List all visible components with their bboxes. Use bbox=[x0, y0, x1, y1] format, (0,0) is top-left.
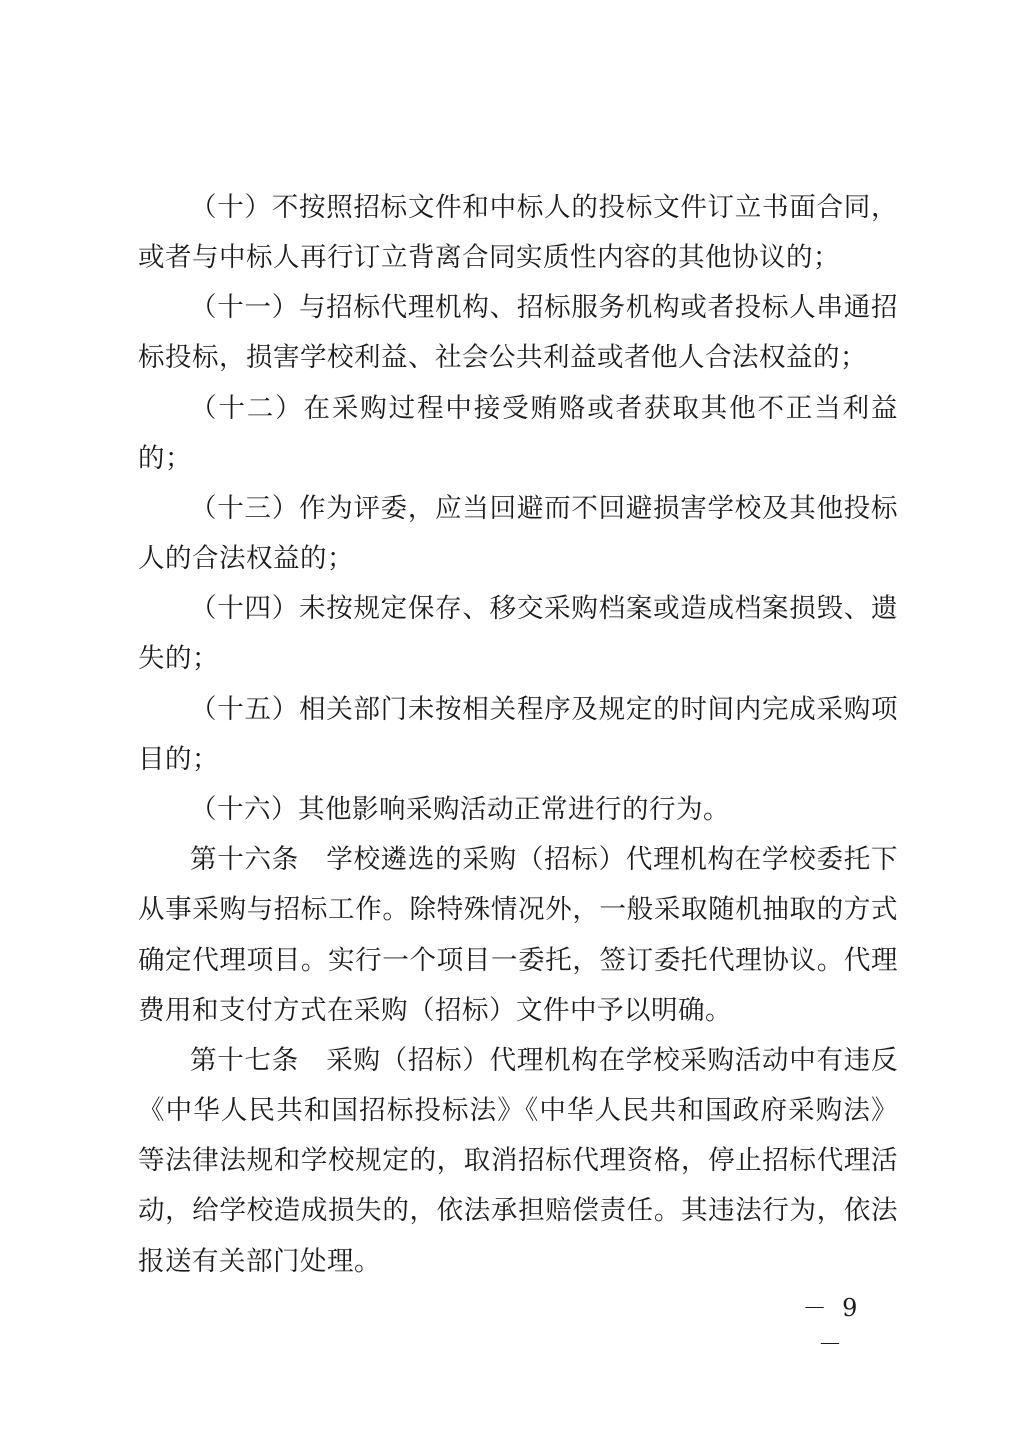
text-line: （十二）在采购过程中接受贿赂或者获取其他不正当利益 bbox=[190, 393, 898, 424]
text-line: 目的； bbox=[138, 744, 219, 775]
text-line: 第十六条 学校遴选的采购（招标）代理机构在学校委托下 bbox=[190, 844, 898, 875]
text-line: 第十七条 采购（招标）代理机构在学校采购活动中有违反 bbox=[190, 1045, 898, 1076]
text-line: （十）不按照招标文件和中标人的投标文件订立书面合同， bbox=[190, 192, 898, 223]
text-line: 从事采购与招标工作。除特殊情况外，一般采取随机抽取的方式 bbox=[138, 894, 898, 925]
text-line: （十三）作为评委，应当回避而不回避损害学校及其他投标 bbox=[190, 493, 898, 524]
text-line: （十四）未按规定保存、移交采购档案或造成档案损毁、遗 bbox=[190, 593, 898, 624]
text-line: 等法律法规和学校规定的，取消招标代理资格，停止招标代理活 bbox=[138, 1145, 898, 1176]
text-line: 动，给学校造成损失的，依法承担赔偿责任。其违法行为，依法 bbox=[138, 1195, 898, 1226]
text-line: 费用和支付方式在采购（招标）文件中予以明确。 bbox=[138, 995, 732, 1026]
text-line: 标投标，损害学校利益、社会公共利益或者他人合法权益的； bbox=[138, 342, 867, 373]
text-line: （十五）相关部门未按相关程序及规定的时间内完成采购项 bbox=[190, 694, 898, 725]
text-line: 确定代理项目。实行一个项目一委托，签订委托代理协议。代理 bbox=[138, 945, 898, 976]
text-line: 《中华人民共和国招标投标法》《中华人民共和国政府采购法》 bbox=[138, 1095, 898, 1126]
text-line: 或者与中标人再行订立背离合同实质性内容的其他协议的； bbox=[138, 242, 840, 273]
text-line: 的； bbox=[138, 443, 192, 474]
text-line: 失的； bbox=[138, 643, 219, 674]
text-line: （十一）与招标代理机构、招标服务机构或者投标人串通招 bbox=[190, 292, 898, 323]
text-line: （十六）其他影响采购活动正常进行的行为。 bbox=[190, 794, 730, 825]
text-line: 人的合法权益的； bbox=[138, 543, 354, 574]
page-number: － 9 － bbox=[802, 1294, 862, 1358]
text-line: 报送有关部门处理。 bbox=[138, 1246, 381, 1277]
